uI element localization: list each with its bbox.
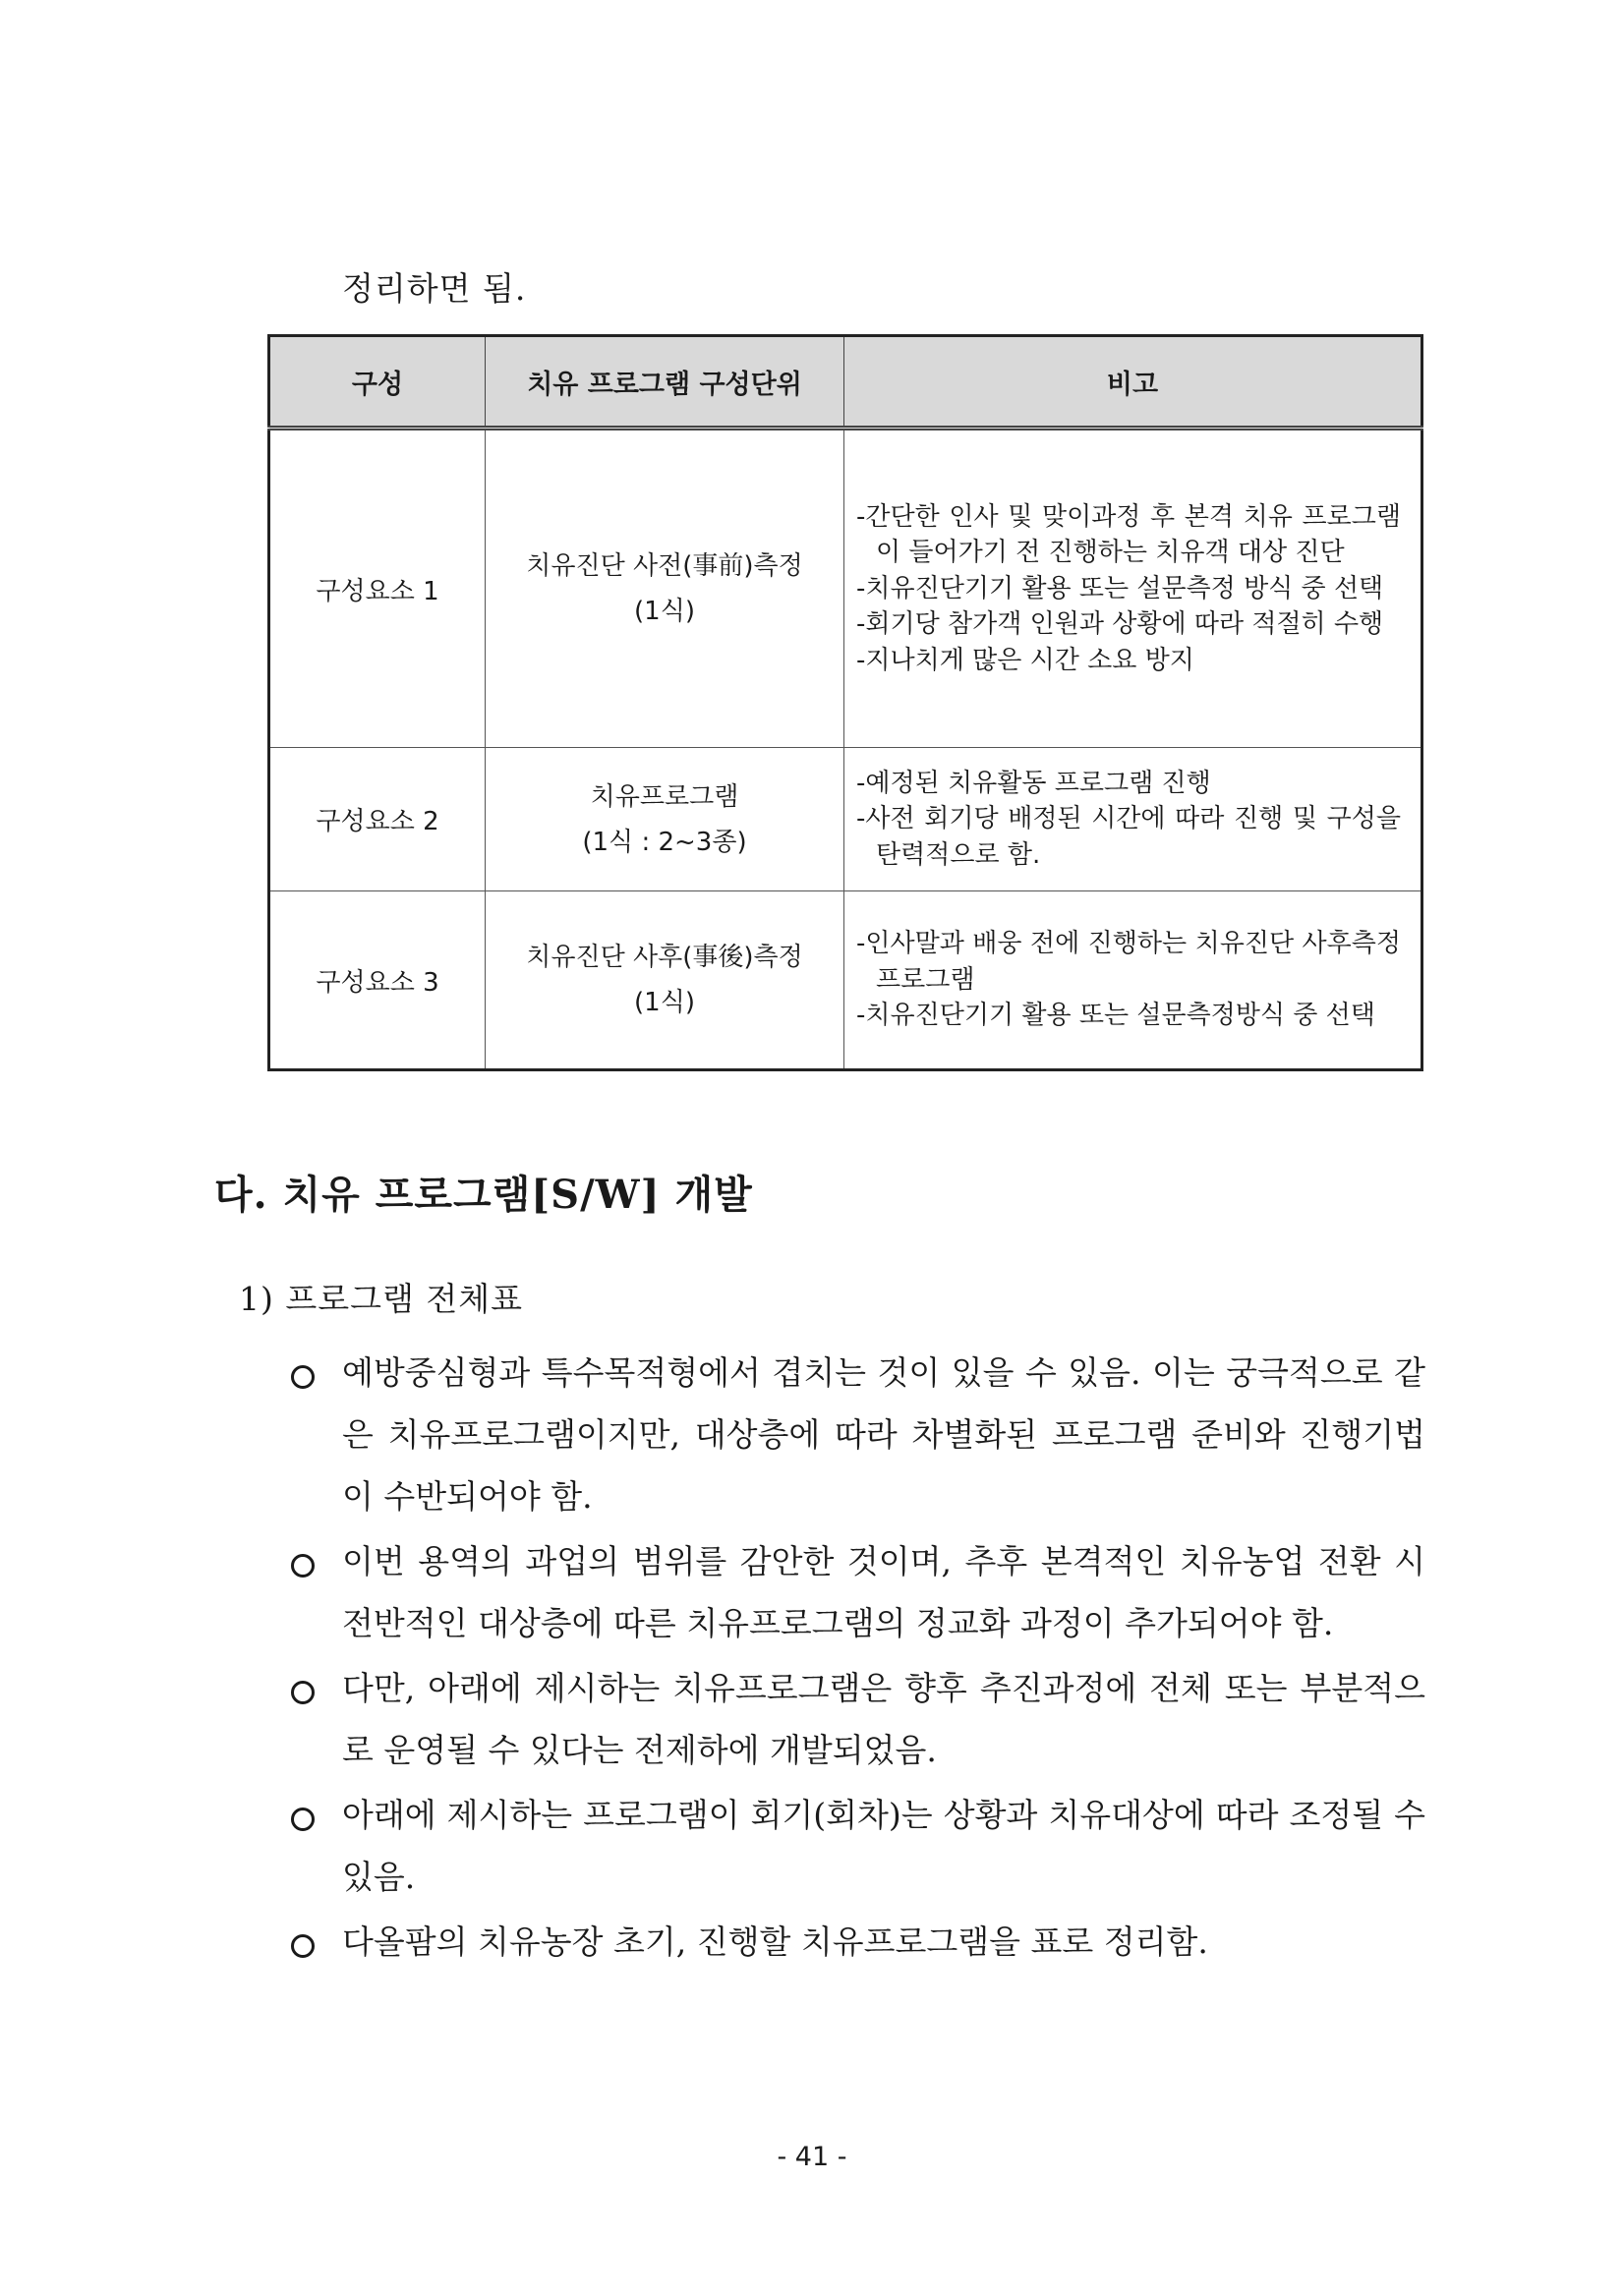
note-line: -인사말과 배웅 전에 진행하는 치유진단 사후측정 프로그램 (856, 929, 1401, 995)
unit-line: (1식) (634, 597, 695, 626)
header-notes: 비고 (844, 336, 1422, 429)
bullet-text: 예방중심형과 특수목적형에서 겹치는 것이 있을 수 있음. 이는 궁극적으로 같은 치유프로그램이지만, 대상층에 따라 차별화된 프로그램 준비와 진행기법이 수반되어야 함. (342, 1353, 1425, 1516)
subsection-title: 1) 프로그램 전체표 (239, 1280, 523, 1318)
unit-line: 치유진단 사후(事後)측정 (526, 943, 803, 972)
table-row (269, 429, 1422, 748)
circle-bullet-icon (291, 1554, 315, 1578)
circle-bullet-icon (291, 1681, 315, 1704)
note-line: -치유진단기기 활용 또는 설문측정방식 중 선택 (856, 1001, 1375, 1031)
component-cell: 구성요소 3 (269, 891, 486, 1070)
bullet-text: 다만, 아래에 제시하는 치유프로그램은 향후 추진과정에 전체 또는 부분적으로 운영될 수 있다는 전제하에 개발되었음. (342, 1669, 1425, 1769)
note-line: -예정된 치유활동 프로그램 진행 (856, 768, 1211, 798)
unit-line: (1식) (634, 988, 695, 1017)
component-cell: 구성요소 2 (269, 748, 486, 891)
component-cell: 구성요소 1 (269, 429, 486, 748)
circle-bullet-icon (291, 1808, 315, 1831)
table-row (269, 748, 1422, 891)
note-line: -간단한 인사 및 맞이과정 후 본격 치유 프로그램이 들어가기 전 진행하는 치유객 대상 진단 (856, 501, 1401, 568)
unit-cell (486, 429, 844, 748)
circle-bullet-icon (291, 1934, 315, 1958)
notes-cell (844, 891, 1422, 1070)
notes-cell (844, 429, 1422, 748)
unit-line: 치유진단 사전(事前)측정 (526, 551, 803, 581)
unit-line: (1식 : 2~3종) (582, 827, 747, 857)
note-line: -회기당 참가객 인원과 상황에 따라 적절히 수행 (856, 609, 1384, 640)
unit-cell (486, 891, 844, 1070)
header-unit: 치유 프로그램 구성단위 (486, 336, 844, 429)
note-line: -사전 회기당 배정된 시간에 따라 진행 및 구성을 탄력적으로 함. (856, 804, 1401, 870)
list-item (285, 1657, 1425, 1781)
list-item (285, 1784, 1425, 1908)
list-item (285, 1911, 1425, 1973)
list-item (285, 1530, 1425, 1654)
bullet-text: 아래에 제시하는 프로그램이 회기(회차)는 상황과 치유대상에 따라 조정될 수 있음. (342, 1796, 1425, 1896)
circle-bullet-icon (291, 1365, 315, 1389)
note-line: -지나치게 많은 시간 소요 방지 (856, 645, 1194, 675)
bullet-list (285, 1342, 1425, 1976)
program-composition-table (267, 334, 1423, 1071)
notes-cell (844, 748, 1422, 891)
header-component: 구성 (269, 336, 486, 429)
intro-text: 정리하면 됨. (342, 269, 527, 308)
section-title: 다. 치유 프로그램[S/W] 개발 (214, 1172, 753, 1218)
table-row (269, 891, 1422, 1070)
note-line: -치유진단기기 활용 또는 설문측정 방식 중 선택 (856, 573, 1384, 603)
unit-cell (486, 748, 844, 891)
unit-line: 치유프로그램 (590, 781, 739, 812)
table-header-row (269, 336, 1422, 429)
bullet-text: 이번 용역의 과업의 범위를 감안한 것이며, 추후 본격적인 치유농업 전환 시 전반적인 대상층에 따른 치유프로그램의 정교화 과정이 추가되어야 함. (342, 1542, 1425, 1642)
page-number: - 41 - (777, 2142, 847, 2172)
bullet-text: 다올팜의 치유농장 초기, 진행할 치유프로그램을 표로 정리함. (342, 1923, 1208, 1961)
list-item (285, 1342, 1425, 1527)
